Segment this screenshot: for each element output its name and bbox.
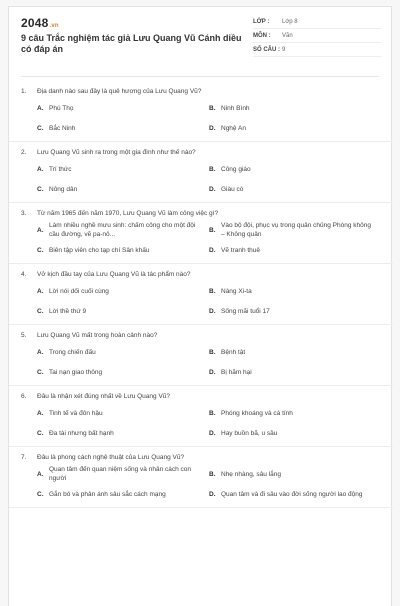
option-text: Lời nói dối cuối cùng xyxy=(49,287,109,295)
answer-option[interactable] xyxy=(37,342,209,362)
option-letter: B. xyxy=(209,226,216,234)
option-letter: C. xyxy=(37,490,44,498)
option-text: Vào bộ đội, phục vụ trong quân chủng Phòng không – Không quân xyxy=(221,222,371,238)
option-letter: B. xyxy=(209,287,216,295)
option-letter: A. xyxy=(37,287,44,295)
answer-option[interactable] xyxy=(37,362,209,382)
question-number: 6. xyxy=(21,393,27,400)
option-letter: D. xyxy=(209,124,216,132)
option-letter: A. xyxy=(37,409,44,417)
question-prompt: Lưu Quang Vũ sinh ra trong một gia đình như thế nào? xyxy=(37,149,196,156)
question-number: 4. xyxy=(21,271,27,278)
answer-option[interactable] xyxy=(209,118,381,138)
question-prompt: Lưu Quang Vũ mất trong hoàn cảnh nào? xyxy=(37,332,158,339)
question-text xyxy=(21,270,381,279)
answer-option[interactable] xyxy=(209,342,381,362)
question-item xyxy=(9,203,393,264)
header-divider xyxy=(21,76,379,77)
answer-option[interactable] xyxy=(37,179,209,199)
option-text: Tai nạn giao thông xyxy=(49,368,103,376)
question-item xyxy=(9,81,393,142)
question-number: 3. xyxy=(21,210,27,217)
option-text: Làm nhiều nghề mưu sinh: chấm công cho một đội cầu đường, vẽ pa-nô... xyxy=(49,222,196,238)
answer-options xyxy=(21,281,381,321)
answer-option[interactable] xyxy=(37,98,209,118)
answer-option[interactable] xyxy=(209,423,381,443)
option-letter: D. xyxy=(209,490,216,498)
question-text xyxy=(21,87,381,96)
question-number: 5. xyxy=(21,332,27,339)
option-text: Trong chiến đấu xyxy=(49,348,96,356)
option-letter: B. xyxy=(209,165,216,173)
question-prompt: Đâu là nhận xét đúng nhất về Lưu Quang Vũ? xyxy=(37,393,171,400)
option-letter: C. xyxy=(37,185,44,193)
option-letter: D. xyxy=(209,246,216,254)
answer-options xyxy=(21,403,381,443)
option-text: Công giáo xyxy=(221,165,251,173)
option-letter: D. xyxy=(209,368,216,376)
answer-options xyxy=(21,159,381,199)
answer-option[interactable] xyxy=(209,159,381,179)
answer-option[interactable] xyxy=(37,464,209,484)
question-item xyxy=(9,325,393,386)
option-letter: C. xyxy=(37,246,44,254)
option-text: Vẽ tranh thuê xyxy=(221,246,261,254)
meta-row-class: LỚP : Lớp 8 xyxy=(253,15,381,29)
answer-option[interactable] xyxy=(209,362,381,382)
option-letter: A. xyxy=(37,226,44,234)
site-logo[interactable]: 2048.vn xyxy=(21,16,59,30)
answer-option[interactable] xyxy=(37,159,209,179)
option-letter: C. xyxy=(37,124,44,132)
option-text: Bắc Ninh xyxy=(49,124,76,132)
option-text: Giàu có xyxy=(221,185,244,193)
option-letter: C. xyxy=(37,429,44,437)
option-text: Bệnh tật xyxy=(221,348,246,356)
answer-option[interactable] xyxy=(209,484,381,504)
question-number: 2. xyxy=(21,149,27,156)
option-text: Quan tâm và đi sâu vào đời sống người lao động xyxy=(221,490,363,498)
answer-option[interactable] xyxy=(37,118,209,138)
option-text: Ninh Bình xyxy=(221,104,250,112)
option-letter: B. xyxy=(209,104,216,112)
question-number: 1. xyxy=(21,88,27,95)
question-prompt: Từ năm 1965 đến năm 1970, Lưu Quang Vũ làm công việc gì? xyxy=(37,210,219,217)
question-text xyxy=(21,453,381,462)
option-letter: B. xyxy=(209,409,216,417)
option-letter: B. xyxy=(209,470,216,478)
answer-option[interactable] xyxy=(209,301,381,321)
option-letter: A. xyxy=(37,104,44,112)
option-letter: A. xyxy=(37,470,44,478)
option-text: Sống mãi tuổi 17 xyxy=(221,307,270,315)
question-item xyxy=(9,386,393,447)
meta-row-count: SỐ CÂU : 9 xyxy=(253,43,381,57)
answer-option[interactable] xyxy=(209,464,381,484)
option-text: Bị hãm hại xyxy=(221,368,252,376)
option-text: Nghệ An xyxy=(221,124,246,132)
option-letter: D. xyxy=(209,307,216,315)
document-page xyxy=(8,6,392,606)
document-header xyxy=(9,7,391,77)
question-item xyxy=(9,447,393,508)
option-letter: A. xyxy=(37,165,44,173)
page-title: 9 câu Trắc nghiệm tác giả Lưu Quang Vũ Cánh diều có đáp án xyxy=(21,33,242,54)
answer-options xyxy=(21,464,381,504)
option-text: Hay buồn bã, u sầu xyxy=(221,429,278,437)
question-prompt: Đâu là phong cách nghệ thuật của Lưu Quang Vũ? xyxy=(37,454,185,461)
option-text: Phú Thọ xyxy=(49,104,74,112)
meta-table xyxy=(253,15,381,57)
question-text xyxy=(21,148,381,157)
answer-option[interactable] xyxy=(37,423,209,443)
answer-option[interactable] xyxy=(209,403,381,423)
question-text xyxy=(21,209,381,218)
question-number: 7. xyxy=(21,454,27,461)
option-letter: C. xyxy=(37,307,44,315)
question-prompt: Địa danh nào sau đây là quê hương của Lưu Quang Vũ? xyxy=(37,88,202,95)
answer-option[interactable] xyxy=(37,484,209,504)
option-text: Quan tâm đến quan niệm sống và nhân cách con người xyxy=(49,466,192,482)
question-text xyxy=(21,331,381,340)
option-text: Nông dân xyxy=(49,185,78,193)
option-text: Trí thức xyxy=(49,165,72,173)
answer-option[interactable] xyxy=(209,98,381,118)
option-text: Tinh tế và đôn hậu xyxy=(49,409,103,417)
question-prompt: Vở kịch đầu tay của Lưu Quang Vũ là tác phẩm nào? xyxy=(37,271,191,278)
question-item xyxy=(9,264,393,325)
option-text: Phóng khoáng và cá tính xyxy=(221,409,293,417)
option-text: Nhẹ nhàng, sâu lắng xyxy=(221,470,281,478)
option-text: Gắn bó và phản ánh sâu sắc cách mạng xyxy=(49,490,166,498)
answer-options xyxy=(21,220,381,260)
option-letter: D. xyxy=(209,185,216,193)
option-letter: B. xyxy=(209,348,216,356)
question-text xyxy=(21,392,381,401)
option-text: Nàng Xi-ta xyxy=(221,287,252,295)
answer-option[interactable] xyxy=(37,301,209,321)
answer-options xyxy=(21,342,381,382)
answer-option[interactable] xyxy=(209,220,381,240)
answer-option[interactable] xyxy=(209,240,381,260)
answer-option[interactable] xyxy=(37,240,209,260)
answer-option[interactable] xyxy=(37,403,209,423)
question-item xyxy=(9,142,393,203)
answer-option[interactable] xyxy=(37,220,209,240)
answer-option[interactable] xyxy=(209,179,381,199)
answer-option[interactable] xyxy=(37,281,209,301)
answer-option[interactable] xyxy=(209,281,381,301)
option-text: Lời thề thứ 9 xyxy=(49,307,87,315)
answer-options xyxy=(21,98,381,138)
option-text: Biên tập viên cho tạp chí Sân khấu xyxy=(49,246,150,254)
meta-row-subject: MÔN : Văn xyxy=(253,29,381,43)
option-text: Đa tài nhưng bất hạnh xyxy=(49,429,114,437)
question-list xyxy=(9,81,393,508)
option-letter: D. xyxy=(209,429,216,437)
option-letter: A. xyxy=(37,348,44,356)
option-letter: C. xyxy=(37,368,44,376)
